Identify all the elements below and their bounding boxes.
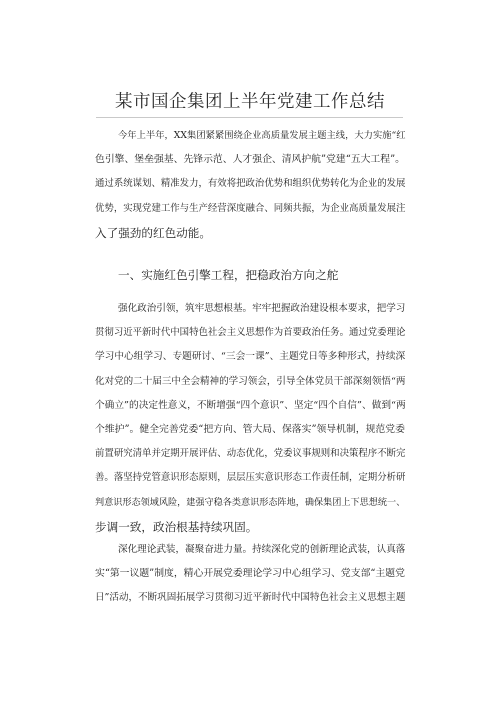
paragraph-line: 前置研究清单并定期开展评估、动态优化，党委议事规则和决策程序不断完 <box>95 448 406 460</box>
paragraph-line: 今年上半年，XX集团紧紧围绕企业高质量发展主题主线，大力实施“红 <box>118 130 406 141</box>
paragraph-line: 判意识形态领域风险，建强守稳各类意识形态阵地，确保集团上下思想统一、 <box>95 497 406 508</box>
paragraph-line: 实“第一议题”制度，精心开展党委理论学习中心组学习、党支部“主题党 <box>95 568 405 580</box>
paragraph-line: 个确立”的决定性意义，不断增强“四个意识”、坚定“四个自信”、做到“两 <box>95 399 406 411</box>
paragraph-line: 深化理论武装，凝聚奋进力量。持续深化党的创新理论武装，认真落 <box>118 544 406 555</box>
section-paragraph-1 <box>95 297 407 539</box>
paragraph-line: 学习中心组学习、专题研讨、“三会一课”、主题党日等多种形式，持续深 <box>95 351 406 363</box>
paragraph-line: 入了强劲的红色动能。 <box>95 225 211 240</box>
paragraph-line: 日”活动，不断巩固拓展学习贯彻习近平新时代中国特色社会主义思想主题 <box>95 592 406 604</box>
intro-paragraph <box>95 124 407 245</box>
paragraph-line: 优势，实现党建工作与生产经营深度融合、同频共振，为企业高质量发展注 <box>95 202 406 214</box>
paragraph-line: 化对党的二十届三中全会精神的学习领会，引导全体党员干部深刻领悟“两 <box>95 375 406 387</box>
paragraph-line: 个维护”。健全完善党委“把方向、管大局、保落实”领导机制，规范党委 <box>95 424 405 436</box>
paragraph-line: 色引擎、堡垒强基、先锋示范、人才强企、清风护航”党建“五大工程”。 <box>95 154 405 166</box>
title-divider <box>96 117 403 118</box>
paragraph-line: 强化政治引领，筑牢思想根基。牢牢把握政治建设根本要求，把学习 <box>118 303 406 314</box>
document-title: 某市国企集团上半年党建工作总结 <box>115 92 385 112</box>
section-heading: 一、实施红色引擎工程，把稳政治方向之舵 <box>118 268 339 282</box>
paragraph-line: 善。落坚持党管意识形态原则，层层压实意识形态工作责任制，定期分析研 <box>95 472 406 484</box>
paragraph-line: 步调一致，政治根基持续巩固。 <box>95 519 258 534</box>
paragraph-line: 通过系统谋划、精准发力，有效将把政治优势和组织优势转化为企业的发展 <box>95 178 406 190</box>
section-paragraph-2 <box>95 538 407 611</box>
paragraph-line: 贯彻习近平新时代中国特色社会主义思想作为首要政治任务。通过党委理论 <box>95 327 406 339</box>
